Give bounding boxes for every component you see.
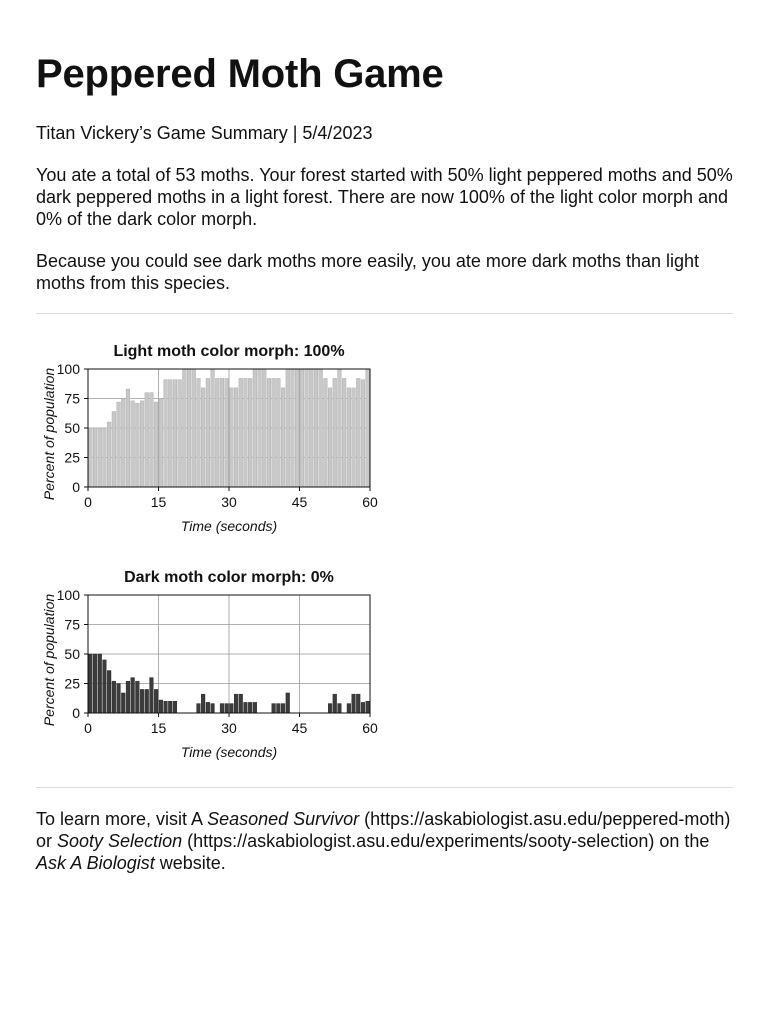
- sooty-selection-url: (https://askabiologist.asu.edu/experiments/sooty-selection) on the: [182, 831, 710, 851]
- data-bar: [281, 388, 285, 487]
- data-bar: [239, 694, 243, 713]
- data-bar: [112, 681, 116, 713]
- data-bar: [333, 378, 337, 487]
- data-bar: [121, 399, 125, 488]
- data-bar: [300, 369, 304, 487]
- data-bar: [286, 693, 290, 713]
- learn-more-paragraph: [36, 808, 733, 874]
- data-bar: [342, 378, 346, 487]
- data-bar: [234, 694, 238, 713]
- x-tick-label: 30: [221, 720, 237, 736]
- data-bar: [159, 399, 163, 488]
- data-bar: [173, 380, 177, 487]
- y-tick-label: 50: [64, 420, 80, 436]
- data-bar: [117, 684, 121, 714]
- data-bar: [206, 702, 210, 713]
- y-tick-label: 25: [64, 675, 80, 692]
- data-bar: [140, 689, 144, 713]
- data-bar: [136, 681, 140, 713]
- data-bar: [145, 393, 149, 487]
- x-tick-label: 15: [150, 720, 167, 736]
- divider: [36, 313, 733, 314]
- data-bar: [272, 704, 276, 713]
- y-tick-label: 100: [56, 361, 80, 377]
- x-axis-label: Time (seconds): [180, 518, 278, 534]
- data-bar: [244, 702, 248, 713]
- y-tick-label: 50: [64, 646, 80, 662]
- data-bar: [136, 403, 140, 487]
- data-bar: [356, 378, 360, 487]
- data-bar: [98, 654, 102, 713]
- data-bar: [178, 380, 182, 487]
- data-bar: [319, 369, 323, 487]
- data-bar: [131, 678, 135, 713]
- y-tick-label: 0: [72, 479, 80, 495]
- data-bar: [173, 701, 177, 713]
- light-moth-chart: [36, 336, 396, 536]
- data-bar: [93, 654, 97, 713]
- dark-moth-chart: [36, 562, 396, 762]
- data-bar: [154, 689, 158, 713]
- data-bar: [145, 689, 149, 713]
- game-summary-subtitle: Titan Vickery’s Game Summary | 5/4/2023: [36, 123, 373, 143]
- y-axis-label: Percent of population: [41, 367, 57, 501]
- explanation-paragraph: Because you could see dark moths more easily, you ate more dark moths than light moths from this species.: [36, 251, 700, 293]
- data-bar: [309, 369, 313, 487]
- data-bar: [225, 704, 229, 713]
- data-bar: [352, 388, 356, 487]
- data-bar: [164, 701, 168, 713]
- data-bar: [154, 402, 158, 487]
- data-bar: [89, 654, 93, 713]
- data-bar: [328, 388, 332, 487]
- divider: [36, 787, 733, 788]
- data-bar: [347, 388, 351, 487]
- data-bar: [338, 704, 342, 713]
- data-bar: [267, 378, 271, 487]
- page-title: Peppered Moth Game: [36, 52, 444, 96]
- data-bar: [253, 702, 257, 713]
- data-bar: [262, 369, 266, 487]
- data-bar: [93, 428, 97, 487]
- data-bar: [112, 411, 116, 487]
- data-bar: [291, 369, 295, 487]
- data-bar: [201, 388, 205, 487]
- data-bar: [168, 701, 172, 713]
- y-tick-label: 75: [64, 616, 80, 633]
- y-tick-label: 0: [72, 705, 80, 721]
- x-tick-label: 0: [84, 720, 92, 736]
- data-bar: [107, 671, 111, 713]
- seasoned-survivor-title: Seasoned Survivor: [207, 809, 360, 829]
- data-bar: [281, 704, 285, 713]
- data-bar: [121, 693, 125, 713]
- seasoned-survivor-url: (https://askabiologist.asu.edu/peppered-moth) or: [36, 809, 731, 851]
- y-axis-label: Percent of population: [41, 593, 57, 727]
- y-tick-label: 75: [64, 390, 80, 407]
- data-bar: [126, 389, 130, 487]
- data-bar: [239, 378, 243, 487]
- data-bar: [197, 378, 201, 487]
- data-bar: [211, 369, 215, 487]
- data-bar: [277, 704, 281, 713]
- x-tick-label: 60: [362, 720, 378, 736]
- data-bar: [248, 702, 252, 713]
- data-bar: [206, 378, 210, 487]
- x-tick-label: 45: [291, 494, 308, 510]
- y-tick-label: 25: [64, 449, 80, 466]
- x-tick-label: 0: [84, 494, 92, 510]
- summary-paragraph: You ate a total of 53 moths. Your forest started with 50% light peppered moths and 50% dark peppered moths in a light forest. There are now 100% of the light color morph and 0% of the dark color morph.: [36, 165, 733, 229]
- data-bar: [220, 704, 224, 713]
- learn-more-outro: website.: [154, 853, 226, 873]
- data-bar: [187, 369, 191, 487]
- data-bar: [183, 369, 187, 487]
- learn-more-intro: To learn more, visit A: [36, 809, 208, 829]
- data-bar: [211, 704, 215, 713]
- x-tick-label: 60: [362, 494, 378, 510]
- data-bar: [103, 660, 107, 713]
- data-bar: [98, 428, 102, 487]
- data-bar: [131, 401, 135, 487]
- data-bar: [197, 704, 201, 713]
- data-bar: [253, 369, 257, 487]
- chart-title: Light moth color morph: 100%: [113, 343, 345, 360]
- data-bar: [244, 378, 248, 487]
- data-bar: [126, 681, 130, 713]
- data-bar: [361, 380, 365, 487]
- data-bar: [305, 369, 309, 487]
- chart-title: Dark moth color morph: 0%: [124, 569, 334, 586]
- y-tick-label: 100: [56, 587, 80, 603]
- data-bar: [150, 678, 154, 713]
- data-bar: [225, 378, 229, 487]
- data-bar: [234, 388, 238, 487]
- data-bar: [356, 694, 360, 713]
- data-bar: [230, 704, 234, 713]
- data-bar: [347, 704, 351, 713]
- x-tick-label: 15: [150, 494, 167, 510]
- data-bar: [361, 702, 365, 713]
- data-bar: [352, 694, 356, 713]
- data-bar: [277, 378, 281, 487]
- data-bar: [192, 369, 196, 487]
- x-tick-label: 45: [291, 720, 308, 736]
- data-bar: [220, 378, 224, 487]
- data-bar: [366, 369, 370, 487]
- data-bar: [164, 380, 168, 487]
- data-bar: [103, 428, 107, 487]
- data-bar: [314, 369, 318, 487]
- data-bar: [333, 694, 337, 713]
- data-bar: [201, 694, 205, 713]
- data-bar: [150, 393, 154, 487]
- data-bar: [159, 700, 163, 713]
- data-bar: [168, 380, 172, 487]
- data-bar: [117, 402, 121, 487]
- data-bar: [286, 369, 290, 487]
- sooty-selection-title: Sooty Selection: [57, 831, 183, 851]
- data-bar: [366, 701, 370, 713]
- data-bar: [248, 378, 252, 487]
- data-bar: [324, 378, 328, 487]
- data-bar: [107, 422, 111, 487]
- x-axis-label: Time (seconds): [180, 744, 278, 760]
- data-bar: [230, 388, 234, 487]
- data-bar: [89, 428, 93, 487]
- data-bar: [338, 369, 342, 487]
- data-bar: [215, 378, 219, 487]
- data-bar: [258, 369, 262, 487]
- data-bar: [272, 378, 276, 487]
- ask-a-biologist-name: Ask A Biologist: [36, 853, 155, 873]
- data-bar: [295, 369, 299, 487]
- x-tick-label: 30: [221, 494, 237, 510]
- data-bar: [328, 704, 332, 713]
- data-bar: [140, 401, 144, 487]
